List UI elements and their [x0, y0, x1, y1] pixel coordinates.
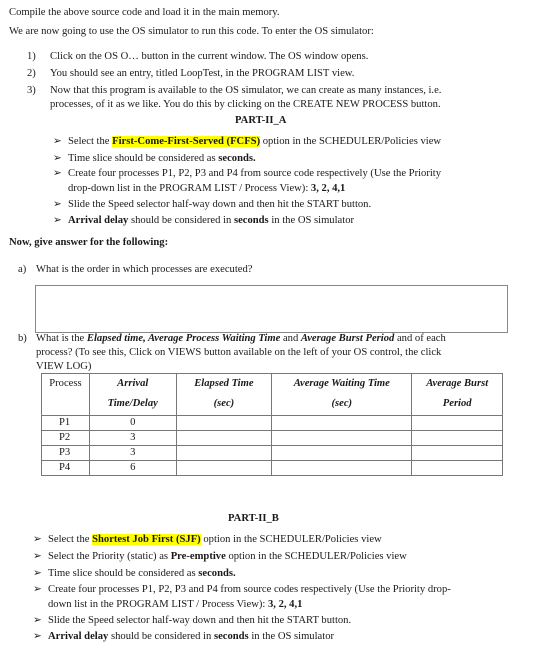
- text: Select the: [68, 136, 113, 147]
- part-b-bullet-3: [48, 567, 236, 581]
- highlight-sjf: Shortest Job First (SJF): [92, 534, 201, 545]
- text: Time slice should be considered as: [48, 568, 199, 579]
- header-burst: [412, 374, 503, 416]
- cell-arrival: 3: [89, 446, 176, 461]
- part-a-title: PART-II_A: [235, 115, 287, 126]
- step-2-number: 2): [27, 68, 36, 79]
- text-bold: Pre-emptive: [170, 551, 226, 562]
- bullet-icon: ➢: [33, 551, 42, 562]
- text-bold: Arrival delay: [68, 215, 129, 226]
- text: in the OS simulator: [268, 215, 355, 226]
- header-text: Elapsed Time: [194, 378, 254, 389]
- bullet-icon: ➢: [33, 584, 42, 595]
- cell-elapsed[interactable]: [176, 461, 272, 476]
- header-text: Period: [442, 397, 472, 409]
- cell-elapsed[interactable]: [176, 446, 272, 461]
- text-bold: seconds.: [218, 153, 256, 164]
- step-1-number: 1): [27, 51, 36, 62]
- header-text: Arrival: [117, 378, 149, 389]
- bullet-icon: ➢: [53, 153, 62, 164]
- cell-process: P2: [42, 431, 90, 446]
- text: in the OS simulator: [248, 631, 335, 642]
- cell-waiting[interactable]: [272, 446, 412, 461]
- bullet-icon: ➢: [33, 534, 42, 545]
- question-a-label: a): [18, 264, 27, 275]
- header-text: (sec): [213, 397, 235, 409]
- text-bold: seconds: [213, 631, 249, 642]
- bullet-icon: ➢: [33, 568, 42, 579]
- header-text: Average Burst: [426, 378, 489, 389]
- header-process: [42, 374, 90, 416]
- answer-box-a[interactable]: [35, 285, 508, 333]
- header-waiting: [272, 374, 412, 416]
- cell-waiting[interactable]: [272, 431, 412, 446]
- text: option in the SCHEDULER/Policies view: [225, 551, 407, 562]
- header-text: (sec): [331, 397, 353, 409]
- part-b-title: PART-II_B: [228, 513, 279, 524]
- cell-arrival: 3: [89, 431, 176, 446]
- cell-process: P3: [42, 446, 90, 461]
- header-elapsed: [176, 374, 272, 416]
- part-b-bullet-5: Slide the Speed selector half-way down and then hit the START button.: [48, 615, 352, 626]
- step-3-text-cont: processes, of it as we like. You do this by clicking on the CREATE NEW PROCESS button.: [50, 99, 441, 110]
- part-b-bullet-6: [48, 630, 334, 644]
- cell-waiting[interactable]: [272, 416, 412, 431]
- text-bold: seconds: [233, 215, 269, 226]
- text: and of each: [394, 333, 446, 344]
- bullet-icon: ➢: [33, 615, 42, 626]
- part-b-bullet-4-line-2: [48, 598, 302, 612]
- table-row: [42, 431, 503, 446]
- cell-process: P4: [42, 461, 90, 476]
- question-b-label: b): [18, 333, 27, 344]
- highlight-fcfs: First-Come-First-Served (FCFS): [112, 136, 261, 147]
- question-b-line-2: process? (To see this, Click on VIEWS button available on the left of your OS control, the click: [36, 347, 442, 358]
- text: and: [280, 333, 301, 344]
- text: should be considered in: [108, 631, 214, 642]
- question-a-text: What is the order in which processes are executed?: [36, 264, 253, 275]
- cell-elapsed[interactable]: [176, 431, 272, 446]
- text: drop-down list in the PROGRAM LIST / Process View):: [68, 183, 311, 194]
- step-3-text: Now that this program is available to the OS simulator, we can create as many instances, i.e.: [50, 85, 442, 96]
- answer-heading: Now, give answer for the following:: [9, 237, 169, 248]
- table-row: [42, 461, 503, 476]
- text: Select the: [48, 534, 93, 545]
- intro-line-2: We are now going to use the OS simulator to run this code. To enter the OS simulator:: [9, 26, 374, 37]
- header-text: Time/Delay: [107, 397, 158, 409]
- part-b-bullet-2: [48, 550, 407, 564]
- step-3-number: 3): [27, 85, 36, 96]
- text: Time slice should be considered as: [68, 153, 219, 164]
- table-header-row: [42, 374, 503, 416]
- part-a-bullet-3-line-2: [68, 182, 345, 196]
- results-table: [41, 373, 503, 476]
- question-b-line-1: [36, 332, 446, 346]
- table-row: [42, 416, 503, 431]
- header-arrival: [89, 374, 176, 416]
- bullet-icon: ➢: [53, 199, 62, 210]
- part-b-bullet-4-line-1: Create four processes P1, P2, P3 and P4 from source codes respectively (Use the Priority drop-: [48, 584, 451, 595]
- text: What is the: [36, 333, 87, 344]
- part-a-bullet-3-line-1: Create four processes P1, P2, P3 and P4 from source code respectively (Use the Priority: [68, 168, 442, 179]
- part-a-bullet-2: [68, 152, 256, 166]
- part-a-bullet-4: Slide the Speed selector half-way down and then hit the START button.: [68, 199, 372, 210]
- question-b-line-3: VIEW LOG): [36, 361, 92, 372]
- priority-values: 3, 2, 4,1: [267, 599, 303, 610]
- cell-elapsed[interactable]: [176, 416, 272, 431]
- part-a-bullet-5: [68, 214, 354, 228]
- text-italic-bold: Elapsed time, Average Process Waiting Time: [86, 333, 281, 344]
- text: option in the SCHEDULER/Policies view: [260, 136, 442, 147]
- part-a-bullet-1: [68, 135, 441, 149]
- cell-burst[interactable]: [412, 431, 503, 446]
- text: option in the SCHEDULER/Policies view: [200, 534, 382, 545]
- header-text: Average Waiting Time: [293, 378, 390, 389]
- text: down list in the PROGRAM LIST / Process View):: [48, 599, 268, 610]
- text-bold: Arrival delay: [48, 631, 109, 642]
- bullet-icon: ➢: [53, 168, 62, 179]
- cell-waiting[interactable]: [272, 461, 412, 476]
- bullet-icon: ➢: [33, 631, 42, 642]
- intro-line-1: Compile the above source code and load it in the main memory.: [9, 7, 280, 18]
- step-2-text: You should see an entry, titled LoopTest, in the PROGRAM LIST view.: [50, 68, 355, 79]
- text: should be considered in: [128, 215, 234, 226]
- priority-values: 3, 2, 4,1: [310, 183, 346, 194]
- cell-burst[interactable]: [412, 446, 503, 461]
- header-text: Process: [49, 378, 82, 389]
- cell-burst[interactable]: [412, 461, 503, 476]
- text-bold: seconds.: [198, 568, 236, 579]
- cell-process: P1: [42, 416, 90, 431]
- cell-arrival: 0: [89, 416, 176, 431]
- part-b-bullet-1: [48, 533, 382, 547]
- table-row: [42, 446, 503, 461]
- bullet-icon: ➢: [53, 215, 62, 226]
- text-italic-bold: Average Burst Period: [300, 333, 395, 344]
- text: Select the Priority (static) as: [48, 551, 171, 562]
- cell-arrival: 6: [89, 461, 176, 476]
- bullet-icon: ➢: [53, 136, 62, 147]
- cell-burst[interactable]: [412, 416, 503, 431]
- step-1-text: Click on the OS O… button in the current window. The OS window opens.: [50, 51, 369, 62]
